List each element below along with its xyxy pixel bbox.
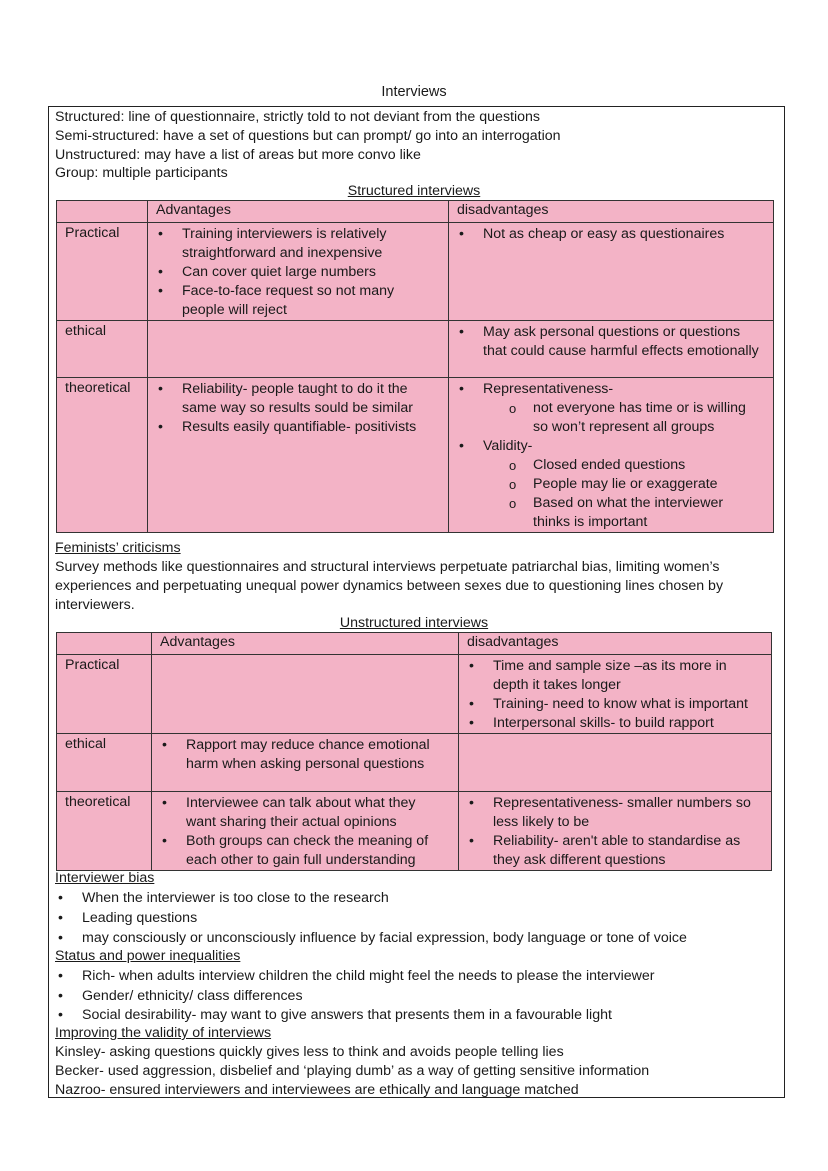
structured-heading: Structured interviews <box>347 183 481 199</box>
list-item: Rich- when adults interview children the child might feel the needs to please the interviewer <box>82 968 655 984</box>
row-label-practical: Practical <box>57 655 152 734</box>
validity-line-kinsley: Kinsley- asking questions quickly gives less to think and avoids people telling lies <box>55 1044 564 1060</box>
header-advantages: Advantages <box>152 633 459 655</box>
list-item: o not everyone has time or is willing so won’t represent all groups <box>449 399 763 437</box>
list-item: • May ask personal questions or questions that could cause harmful effects emotionally <box>449 323 763 361</box>
list-item: • Reliability- aren't able to standardise as they ask different questions <box>459 832 763 870</box>
type-semi-structured: Semi-structured: have a set of questions but can prompt/ go into an interrogation <box>55 128 561 144</box>
unstructured-table <box>56 632 772 871</box>
theoretical-advantages <box>148 378 449 533</box>
structured-table <box>56 200 774 533</box>
list-item: • Interpersonal skills- to build rapport <box>459 714 771 733</box>
ethical-advantages <box>148 321 449 378</box>
practical-disadvantages <box>449 223 774 321</box>
ethical-advantages <box>152 734 459 792</box>
feminists-line-3: interviewers. <box>55 597 135 613</box>
bias-heading: Interviewer bias <box>55 870 155 886</box>
list-item: • Training- need to know what is important <box>459 695 771 714</box>
validity-line-becker: Becker- used aggression, disbelief and ‘playing dumb’ as a way of getting sensitive information <box>55 1063 650 1079</box>
header-disadvantages: disadvantages <box>449 201 774 223</box>
list-item: o Based on what the interviewer thinks is important <box>449 494 743 532</box>
list-item: • Face-to-face request so not many people will reject <box>148 282 412 320</box>
theoretical-advantages <box>152 792 459 871</box>
row-label-practical: Practical <box>57 223 148 321</box>
list-item: Leading questions <box>82 910 198 926</box>
type-structured: Structured: line of questionnaire, strictly told to not deviant from the questions <box>55 109 541 125</box>
list-item: • Reliability- people taught to do it the same way so results sould be similar <box>148 380 432 418</box>
row-label-ethical: ethical <box>57 734 152 792</box>
validity-heading: Improving the validity of interviews <box>55 1025 272 1041</box>
theoretical-disadvantages <box>449 378 774 533</box>
type-unstructured: Unstructured: may have a list of areas but more convo like <box>55 147 421 163</box>
list-item: • Validity- <box>449 437 773 456</box>
practical-advantages <box>152 655 459 734</box>
list-item: • Representativeness- smaller numbers so less likely to be <box>459 794 763 832</box>
list-item: Social desirability- may want to give answers that presents them in a favourable light <box>82 1007 612 1023</box>
list-item: o People may lie or exaggerate <box>449 475 773 494</box>
ethical-disadvantages <box>449 321 774 378</box>
feminists-line-2: experiences and perpetuating unequal power dynamics between sexes due to questioning lines chosen by <box>55 578 724 594</box>
ethical-disadvantages <box>459 734 772 792</box>
feminists-heading: Feminists’ criticisms <box>55 540 181 556</box>
list-item: When the interviewer is too close to the research <box>82 890 389 906</box>
list-item: • Not as cheap or easy as questionaires <box>449 225 773 244</box>
list-item: may consciously or unconsciously influence by facial expression, body language or tone of voice <box>82 930 687 946</box>
practical-advantages <box>148 223 449 321</box>
header-disadvantages: disadvantages <box>459 633 772 655</box>
row-label-ethical: ethical <box>57 321 148 378</box>
list-item: • Training interviewers is relatively straightforward and inexpensive <box>148 225 412 263</box>
header-blank <box>57 633 152 655</box>
list-item: • Time and sample size –as its more in depth it takes longer <box>459 657 743 695</box>
list-item: • Both groups can check the meaning of each other to gain full understanding <box>152 832 444 870</box>
validity-line-nazroo: Nazroo- ensured interviewers and interviewees are ethically and language matched <box>55 1082 579 1098</box>
list-item: • Can cover quiet large numbers <box>148 263 448 282</box>
list-item: • Results easily quantifiable- positivists <box>148 418 448 437</box>
list-item: Gender/ ethnicity/ class differences <box>82 988 303 1004</box>
list-item: • Rapport may reduce chance emotional harm when asking personal questions <box>152 736 448 774</box>
type-group: Group: multiple participants <box>55 165 228 181</box>
row-label-theoretical: theoretical <box>57 378 148 533</box>
page-title: Interviews <box>381 84 447 100</box>
practical-disadvantages <box>459 655 772 734</box>
list-item: • Representativeness- <box>449 380 773 399</box>
list-item: o Closed ended questions <box>449 456 773 475</box>
header-advantages: Advantages <box>148 201 449 223</box>
unstructured-heading: Unstructured interviews <box>339 615 489 631</box>
header-blank <box>57 201 148 223</box>
list-item: • Interviewee can talk about what they want sharing their actual opinions <box>152 794 436 832</box>
theoretical-disadvantages <box>459 792 772 871</box>
feminists-line-1: Survey methods like questionnaires and structural interviews perpetuate patriarchal bias, limiting women’s <box>55 559 720 575</box>
row-label-theoretical: theoretical <box>57 792 152 871</box>
status-heading: Status and power inequalities <box>55 948 241 964</box>
